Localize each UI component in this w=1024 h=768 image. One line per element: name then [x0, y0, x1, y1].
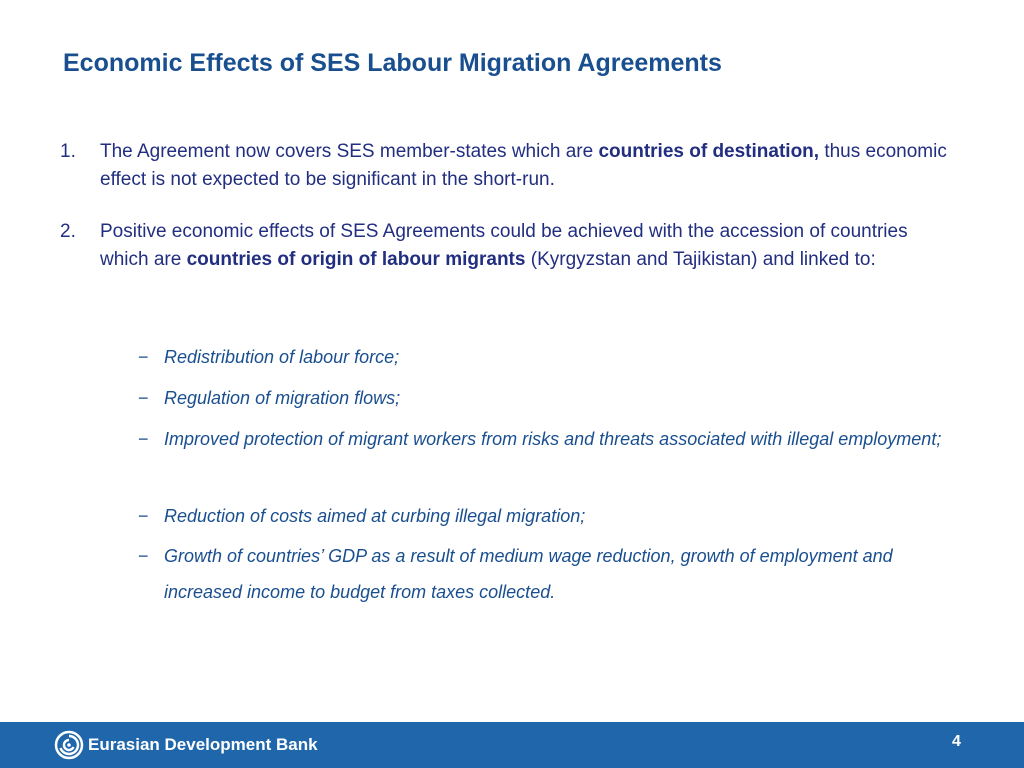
- sub-bullet-text: Improved protection of migrant workers from risks and threats associated with illegal employment;: [164, 429, 942, 449]
- footer-bar: [0, 722, 1024, 768]
- point-text: [100, 218, 960, 274]
- bank-name: Eurasian Development Bank: [88, 735, 318, 754]
- sub-bullet-text: Reduction of costs aimed at curbing illegal migration;: [164, 506, 586, 526]
- sub-bullet: [138, 339, 968, 375]
- sub-bullet: [138, 498, 968, 534]
- point-text: [100, 138, 960, 194]
- sub-bullet-text: Growth of countries’ GDP as a result of medium wage reduction, growth of employment and increased income to budget from taxes collected.: [164, 546, 893, 602]
- numbered-point-1: [60, 138, 960, 194]
- point-text-bold: countries of origin of labour migrants: [186, 249, 526, 270]
- point-text-regular: Positive economic effects of SES Agreements could be achieved with the accession of countries which are: [100, 221, 908, 270]
- point-text-bold: countries of destination,: [598, 141, 820, 162]
- point-number: 2.: [60, 221, 76, 242]
- point-text-regular: thus economic effect is not expected to be significant in the short-run.: [100, 141, 947, 190]
- numbered-point-2: [60, 218, 960, 274]
- sub-bullet: [138, 380, 968, 416]
- sub-bullet-text: Regulation of migration flows;: [164, 388, 401, 408]
- slide-title: Economic Effects of SES Labour Migration Agreements: [63, 49, 722, 77]
- point-number: 1.: [60, 141, 76, 162]
- sub-bullet-text: Redistribution of labour force;: [164, 347, 400, 367]
- dash-bullet-icon: −: [138, 429, 149, 449]
- page-number: 4: [952, 733, 961, 750]
- sub-bullet: [138, 538, 968, 610]
- dash-bullet-icon: −: [138, 506, 149, 526]
- dash-bullet-icon: −: [138, 388, 149, 408]
- point-text-regular: (Kyrgyzstan and Tajikistan) and linked to:: [525, 249, 876, 270]
- dash-bullet-icon: −: [138, 347, 149, 367]
- swirl-logo-icon: [54, 730, 84, 760]
- sub-bullet: [138, 421, 968, 457]
- point-text-regular: The Agreement now covers SES member-states which are: [100, 141, 599, 162]
- dash-bullet-icon: −: [138, 546, 149, 566]
